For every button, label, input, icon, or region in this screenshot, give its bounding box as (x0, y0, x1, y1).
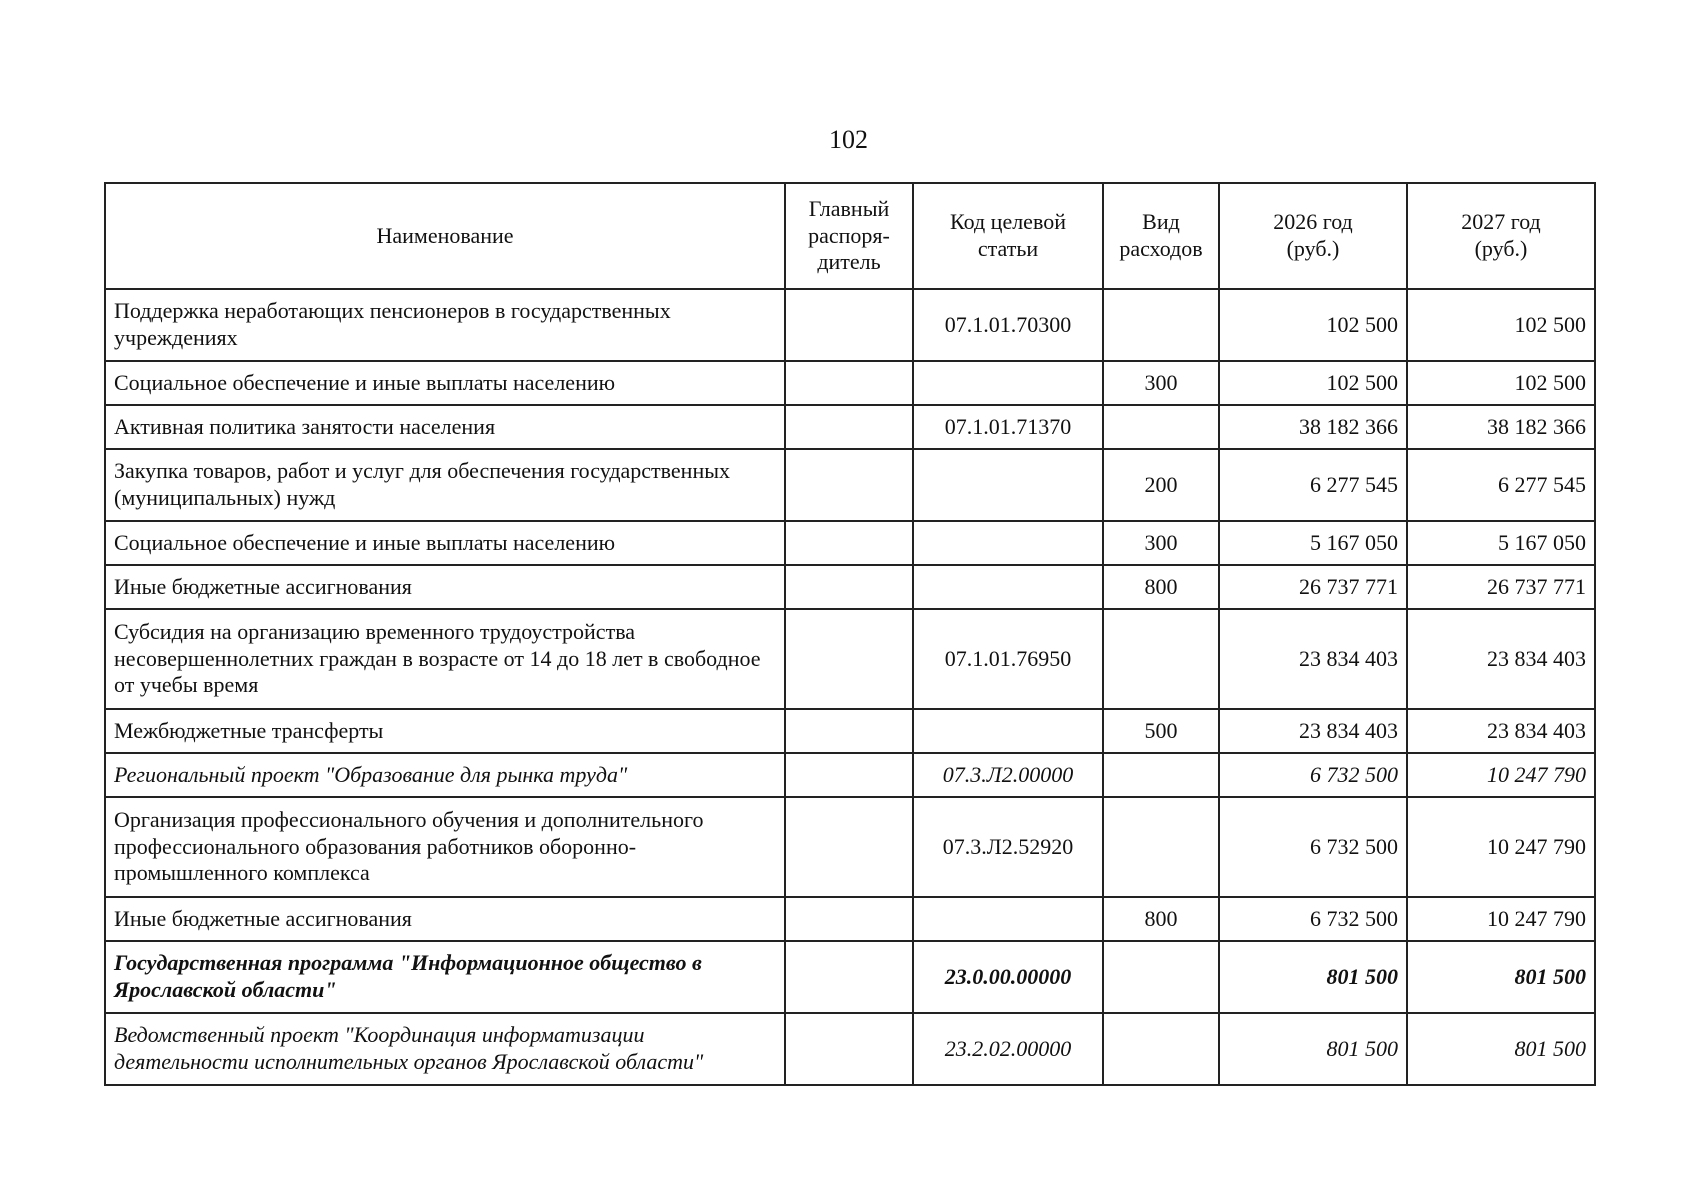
row-expense-type (1103, 941, 1219, 1013)
row-amount-2026: 6 732 500 (1219, 897, 1407, 941)
row-main-manager (785, 289, 913, 361)
row-amount-2026: 26 737 771 (1219, 565, 1407, 609)
row-target-code (913, 449, 1103, 521)
row-amount-2026: 801 500 (1219, 941, 1407, 1013)
row-amount-2027: 10 247 790 (1407, 897, 1595, 941)
header-2027: 2027 год (руб.) (1407, 183, 1595, 289)
row-target-code (913, 565, 1103, 609)
row-target-code: 07.1.01.70300 (913, 289, 1103, 361)
row-target-code: 23.0.00.00000 (913, 941, 1103, 1013)
row-expense-type (1103, 405, 1219, 449)
row-target-code: 23.2.02.00000 (913, 1013, 1103, 1085)
header-expense-type: Вид расходов (1103, 183, 1219, 289)
row-main-manager (785, 941, 913, 1013)
row-amount-2026: 801 500 (1219, 1013, 1407, 1085)
row-target-code (913, 361, 1103, 405)
row-target-code: 07.1.01.71370 (913, 405, 1103, 449)
row-amount-2027: 6 277 545 (1407, 449, 1595, 521)
row-amount-2026: 23 834 403 (1219, 709, 1407, 753)
table-row (105, 709, 1595, 753)
row-target-code: 07.3.Л2.52920 (913, 797, 1103, 897)
header-main-manager: Главный распоря- дитель (785, 183, 913, 289)
row-name: Межбюджетные трансферты (105, 709, 785, 753)
row-expense-type (1103, 797, 1219, 897)
row-amount-2027: 801 500 (1407, 1013, 1595, 1085)
row-name: Организация профессионального обучения и дополнительного профессионального образования работников оборонно-промышленного комплекса (105, 797, 785, 897)
row-name: Государственная программа "Информационное общество в Ярославской области" (105, 941, 785, 1013)
row-amount-2026: 6 732 500 (1219, 797, 1407, 897)
row-main-manager (785, 521, 913, 565)
table-row (105, 897, 1595, 941)
row-main-manager (785, 753, 913, 797)
row-amount-2027: 102 500 (1407, 361, 1595, 405)
row-expense-type (1103, 753, 1219, 797)
row-name: Закупка товаров, работ и услуг для обеспечения государственных (муниципальных) нужд (105, 449, 785, 521)
row-expense-type: 800 (1103, 565, 1219, 609)
row-name: Иные бюджетные ассигнования (105, 565, 785, 609)
row-expense-type: 800 (1103, 897, 1219, 941)
table-row (105, 521, 1595, 565)
row-main-manager (785, 565, 913, 609)
row-name: Субсидия на организацию временного трудоустройства несовершеннолетних граждан в возрасте от 14 до 18 лет в свободное от учебы время (105, 609, 785, 709)
table-row (105, 753, 1595, 797)
row-expense-type: 300 (1103, 521, 1219, 565)
row-expense-type (1103, 1013, 1219, 1085)
budget-table (104, 182, 1596, 1086)
row-name: Активная политика занятости населения (105, 405, 785, 449)
row-main-manager (785, 609, 913, 709)
row-name: Поддержка неработающих пенсионеров в государственных учреждениях (105, 289, 785, 361)
row-name: Социальное обеспечение и иные выплаты населению (105, 361, 785, 405)
table-row (105, 941, 1595, 1013)
row-main-manager (785, 449, 913, 521)
row-expense-type: 500 (1103, 709, 1219, 753)
header-target-code: Код целевой статьи (913, 183, 1103, 289)
row-target-code: 07.1.01.76950 (913, 609, 1103, 709)
row-amount-2027: 5 167 050 (1407, 521, 1595, 565)
row-name: Региональный проект "Образование для рынка труда" (105, 753, 785, 797)
row-expense-type (1103, 609, 1219, 709)
row-amount-2026: 6 277 545 (1219, 449, 1407, 521)
row-amount-2027: 10 247 790 (1407, 797, 1595, 897)
row-main-manager (785, 361, 913, 405)
row-amount-2026: 102 500 (1219, 289, 1407, 361)
row-target-code: 07.3.Л2.00000 (913, 753, 1103, 797)
row-name: Ведомственный проект "Координация информатизации деятельности исполнительных органов Ярославской области" (105, 1013, 785, 1085)
row-amount-2027: 23 834 403 (1407, 609, 1595, 709)
row-main-manager (785, 897, 913, 941)
row-main-manager (785, 405, 913, 449)
header-name: Наименование (105, 183, 785, 289)
row-amount-2026: 6 732 500 (1219, 753, 1407, 797)
table-row (105, 565, 1595, 609)
table-row (105, 405, 1595, 449)
table-row (105, 449, 1595, 521)
table-header-row (105, 183, 1595, 289)
table-row (105, 609, 1595, 709)
table-row (105, 797, 1595, 897)
page-number: 102 (829, 125, 868, 154)
table-row (105, 289, 1595, 361)
header-2026: 2026 год (руб.) (1219, 183, 1407, 289)
row-amount-2026: 5 167 050 (1219, 521, 1407, 565)
row-target-code (913, 709, 1103, 753)
row-amount-2026: 23 834 403 (1219, 609, 1407, 709)
row-amount-2027: 10 247 790 (1407, 753, 1595, 797)
row-amount-2027: 38 182 366 (1407, 405, 1595, 449)
row-target-code (913, 897, 1103, 941)
row-name: Социальное обеспечение и иные выплаты населению (105, 521, 785, 565)
row-main-manager (785, 1013, 913, 1085)
row-expense-type: 200 (1103, 449, 1219, 521)
row-main-manager (785, 797, 913, 897)
row-name: Иные бюджетные ассигнования (105, 897, 785, 941)
row-main-manager (785, 709, 913, 753)
table-body (105, 289, 1595, 1085)
row-amount-2026: 38 182 366 (1219, 405, 1407, 449)
row-amount-2027: 26 737 771 (1407, 565, 1595, 609)
table-row (105, 361, 1595, 405)
row-amount-2026: 102 500 (1219, 361, 1407, 405)
row-target-code (913, 521, 1103, 565)
table-row (105, 1013, 1595, 1085)
row-amount-2027: 801 500 (1407, 941, 1595, 1013)
row-expense-type (1103, 289, 1219, 361)
row-amount-2027: 102 500 (1407, 289, 1595, 361)
row-amount-2027: 23 834 403 (1407, 709, 1595, 753)
row-expense-type: 300 (1103, 361, 1219, 405)
